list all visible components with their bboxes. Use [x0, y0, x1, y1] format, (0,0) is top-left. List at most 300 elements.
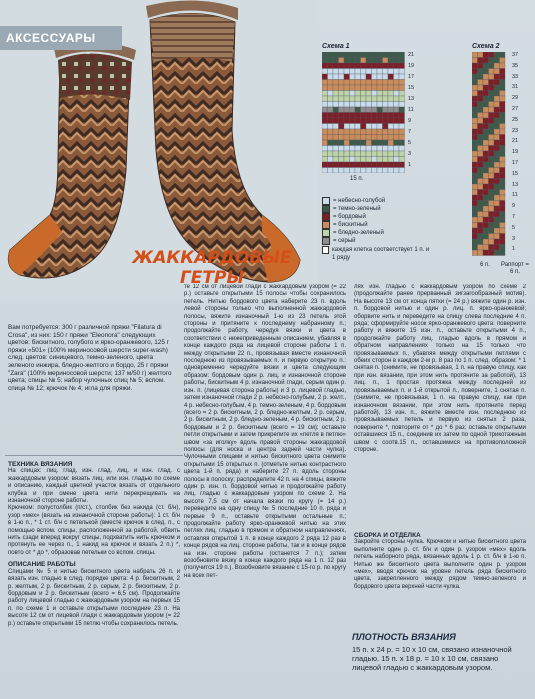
grid-cell [350, 146, 356, 152]
grid-cell [388, 129, 394, 135]
grid-cell [344, 168, 350, 174]
grid-cell [394, 129, 400, 135]
row-number: 1 [408, 162, 412, 168]
grid-cell [394, 102, 400, 108]
grid-cell [339, 168, 345, 174]
grid-cell [472, 195, 478, 201]
grid-cell [478, 157, 484, 163]
grid-cell [478, 58, 484, 64]
grid-cell [472, 239, 478, 245]
grid-cell [366, 168, 372, 174]
grid-cell [383, 91, 389, 97]
grid-cell [483, 96, 489, 102]
grid-cell [350, 135, 356, 141]
grid-cell [344, 124, 350, 130]
grid-cell [500, 162, 506, 168]
grid-cell [372, 91, 378, 97]
grid-cell [372, 96, 378, 102]
grid-cell [377, 107, 383, 113]
grid-cell [344, 162, 350, 168]
grid-cell [489, 239, 495, 245]
grid-cell [339, 107, 345, 113]
grid-cell [494, 63, 500, 69]
grid-cell [355, 63, 361, 69]
grid-cell [500, 234, 506, 240]
grid-cell [328, 74, 334, 80]
grid-cell [361, 63, 367, 69]
grid-cell [494, 168, 500, 174]
grid-cell [361, 129, 367, 135]
grid-cell [472, 228, 478, 234]
grid-cell [494, 96, 500, 102]
grid-cell [472, 223, 478, 229]
grid-cell [344, 63, 350, 69]
grid-cell [366, 69, 372, 75]
grid-cell [489, 52, 495, 58]
grid-cell [494, 250, 500, 256]
grid-cell [494, 228, 500, 234]
grid-cell [483, 113, 489, 119]
grid-cell [478, 69, 484, 75]
grid-cell [483, 206, 489, 212]
legend-label: = серый [333, 238, 356, 244]
legend-item [322, 197, 430, 205]
grid-cell [350, 168, 356, 174]
grid-cell [489, 102, 495, 108]
grid-cell [483, 245, 489, 251]
grid-cell [388, 124, 394, 130]
grid-cell [361, 102, 367, 108]
grid-cell [350, 124, 356, 130]
grid-cell [489, 217, 495, 223]
grid-cell [500, 228, 506, 234]
grid-cell [339, 96, 345, 102]
grid-cell [478, 195, 484, 201]
grid-cell [383, 96, 389, 102]
grid-cell [500, 173, 506, 179]
grid-cell [339, 52, 345, 58]
grid-cell [355, 168, 361, 174]
grid-cell [472, 69, 478, 75]
grid-cell [328, 80, 334, 86]
grid-cell [322, 135, 328, 141]
grid-cell [500, 239, 506, 245]
grid-cell [472, 173, 478, 179]
legend-label: = бордовый [333, 214, 366, 220]
grid-cell [333, 74, 339, 80]
grid-cell [339, 91, 345, 97]
grid-cell [355, 52, 361, 58]
grid-cell [494, 234, 500, 240]
grid-cell [494, 217, 500, 223]
grid-cell [483, 74, 489, 80]
grid-cell [388, 85, 394, 91]
grid-cell [344, 58, 350, 64]
grid-cell [361, 52, 367, 58]
grid-cell [394, 135, 400, 141]
grid-cell [350, 69, 356, 75]
scheme2-width-label: 6 п. [480, 262, 490, 268]
grid-cell [483, 190, 489, 196]
grid-cell [388, 113, 394, 119]
grid-cell [350, 102, 356, 108]
grid-cell [494, 85, 500, 91]
grid-cell [366, 80, 372, 86]
grid-cell [489, 228, 495, 234]
grid-cell [322, 58, 328, 64]
grid-cell [500, 113, 506, 119]
grid-cell [328, 52, 334, 58]
grid-cell [494, 80, 500, 86]
grid-cell [500, 146, 506, 152]
grid-cell [328, 162, 334, 168]
right-column-text: лях изн. гладью с жаккардовым узором по схеме 2 (продолжайте ранее прерванный зигзагообразный мотив). На высоте 13 см от конца пятки (= 24 р.) вяжите один р. изн. п. бордовой нитью и один р. лиц. п. ярко-оранжевой; оборвите нить и переведите на спицу слева последние 4 п. ряда; сформируйте носок ярко-оранжевого цвета: поверните работу и вяжите 15 изн. п., оставьте открытыми 4 п., продолжайте работу лиц. гладью вдоль в прямом и обратном направлениях только на 15 только что провязываемых п., убавляя между открытыми петлями с обеих сторон в каждом 2-м р. 8 раз по 1 п. след. образом: * 1 снятая п. (снимите, не провязывая, 1 п. на правую спицу, как при изн. вязании, при этом нить протяните за работой), 13 лиц. п., 1 простая протяжка между последней из провязываемых п. и 1-й открытой п., поверните, 1 снятая п. (снимите, не провязывая, 1 п. на правую спицу, как при изнаночном вязании, при этом нить протяните перед работой), 13 изн. п., вяжите вместе изн. последнюю из провязываемых петель и первую из снятых 2 раза, поверните *, повторите от * до * 6 раз; оставьте открытыми оставшиеся 15 п., соединив их затем по одной трикотажным швом с соотв.15 п., оставшимися на противоположной стороне. [354, 284, 526, 453]
grid-cell [472, 74, 478, 80]
grid-cell [350, 96, 356, 102]
grid-cell [322, 80, 328, 86]
row-number: 13 [408, 96, 415, 102]
grid-cell [394, 91, 400, 97]
grid-cell [377, 157, 383, 163]
grid-cell [328, 96, 334, 102]
grid-cell [394, 168, 400, 174]
grid-cell [388, 91, 394, 97]
grid-cell [500, 195, 506, 201]
grid-cell [494, 201, 500, 207]
grid-cell [483, 179, 489, 185]
grid-cell [483, 85, 489, 91]
grid-cell [333, 58, 339, 64]
grid-cell [394, 151, 400, 157]
grid-cell [472, 157, 478, 163]
grid-cell [472, 234, 478, 240]
grid-cell [328, 91, 334, 97]
grid-cell [383, 52, 389, 58]
grid-cell [361, 85, 367, 91]
grid-cell [394, 118, 400, 124]
grid-cell [478, 140, 484, 146]
grid-cell [322, 162, 328, 168]
grid-cell [489, 69, 495, 75]
grid-cell [478, 245, 484, 251]
grid-cell [339, 85, 345, 91]
grid-cell [394, 146, 400, 152]
grid-cell [333, 118, 339, 124]
row-number: 25 [512, 116, 519, 123]
row-number: 17 [512, 159, 519, 166]
grid-cell [355, 129, 361, 135]
row-number: 1 [512, 246, 516, 253]
grid-cell [494, 151, 500, 157]
grid-cell [350, 107, 356, 113]
grid-cell [478, 80, 484, 86]
grid-cell [388, 63, 394, 69]
grid-cell [333, 146, 339, 152]
legend-item [322, 229, 430, 237]
grid-cell [328, 135, 334, 141]
grid-cell [494, 206, 500, 212]
grid-cell [322, 91, 328, 97]
grid-cell [388, 52, 394, 58]
grid-cell [333, 113, 339, 119]
grid-cell [333, 69, 339, 75]
grid-cell [472, 162, 478, 168]
legend-swatch [322, 229, 330, 237]
grid-cell [366, 118, 372, 124]
grid-cell [494, 107, 500, 113]
grid-cell [355, 124, 361, 130]
row-number: 19 [408, 63, 415, 69]
grid-cell [344, 96, 350, 102]
grid-cell [350, 118, 356, 124]
grid-cell [372, 113, 378, 119]
legend-item [322, 237, 430, 245]
grid-cell [383, 129, 389, 135]
grid-cell [489, 151, 495, 157]
grid-cell [500, 245, 506, 251]
grid-cell [399, 129, 405, 135]
grid-cell [489, 184, 495, 190]
grid-cell [394, 113, 400, 119]
grid-cell [355, 74, 361, 80]
grid-cell [372, 63, 378, 69]
page-title: ЖАККАРДОВЫЕ ГЕТРЫ [132, 248, 292, 288]
grid-cell [472, 151, 478, 157]
grid-cell [494, 157, 500, 163]
grid-cell [472, 96, 478, 102]
row-number: 3 [408, 151, 412, 157]
grid-cell [333, 124, 339, 130]
scheme1-row-numbers [408, 52, 414, 173]
grid-cell [322, 85, 328, 91]
grid-cell [333, 157, 339, 163]
grid-cell [500, 201, 506, 207]
grid-cell [388, 69, 394, 75]
grid-cell [344, 107, 350, 113]
grid-cell [478, 74, 484, 80]
grid-cell [355, 118, 361, 124]
grid-cell [339, 146, 345, 152]
grid-cell [383, 58, 389, 64]
grid-cell [394, 74, 400, 80]
grid-cell [333, 52, 339, 58]
grid-cell [478, 113, 484, 119]
scheme1-grid [322, 52, 406, 173]
chart-legend [322, 197, 430, 262]
grid-cell [339, 129, 345, 135]
grid-cell [339, 80, 345, 86]
grid-cell [472, 212, 478, 218]
grid-cell [483, 151, 489, 157]
grid-cell [478, 85, 484, 91]
grid-cell [361, 135, 367, 141]
grid-cell [483, 212, 489, 218]
grid-cell [383, 63, 389, 69]
scheme2-grid [472, 52, 510, 257]
grid-cell [489, 250, 495, 256]
row-number: 11 [408, 107, 414, 113]
grid-cell [377, 140, 383, 146]
grid-cell [494, 140, 500, 146]
legend-swatch [322, 221, 330, 229]
legend-label: = бискитный [333, 222, 368, 228]
grid-cell [355, 146, 361, 152]
grid-cell [339, 74, 345, 80]
technique-paragraph-2: Крючком: полустолбик (п/ст.), столбик без накида (ст. б/н), узор «мех» (вязать на изнаночной стороне работы): 1 ст. б/н в 1-ю п., * 1 ст. б/н с петелькой (вместе крючок в след. п., с помощью вспом. спицы, расположенной за работой, обвить нить сзади вперед вокруг спицы, подхватить нить крючком и протянуть ее через п., 1 накид на крючок и вязать 2 п.) *, повто от * до *, образовав петельки со вспом. спицы. [8, 505, 180, 556]
grid-cell [350, 74, 356, 80]
grid-cell [500, 124, 506, 130]
grid-cell [355, 107, 361, 113]
grid-cell [489, 168, 495, 174]
grid-cell [472, 190, 478, 196]
grid-cell [478, 212, 484, 218]
grid-cell [383, 157, 389, 163]
grid-cell [366, 91, 372, 97]
grid-cell [494, 74, 500, 80]
grid-cell [483, 91, 489, 97]
grid-cell [377, 80, 383, 86]
grid-cell [399, 85, 405, 91]
grid-cell [366, 107, 372, 113]
legend-swatch [322, 213, 330, 221]
grid-cell [377, 168, 383, 174]
grid-cell [483, 58, 489, 64]
row-number: 29 [512, 95, 519, 102]
grid-cell [372, 157, 378, 163]
row-number: 21 [512, 138, 519, 145]
grid-cell [383, 146, 389, 152]
grid-cell [494, 239, 500, 245]
grid-cell [494, 179, 500, 185]
grid-cell [472, 124, 478, 130]
technique-paragraph-1: На спицах: лиц. глад. изн. глад. лиц. и изн. глад. с жаккардовым узором: вязать лиц. или изн. гладью по схеме и описанию, каждый цветной участок вязать от отдельного клубка и при смене цвета нити перекрещивать на изнаночной стороне работы. [8, 468, 180, 505]
grid-cell [500, 107, 506, 113]
grid-cell [478, 162, 484, 168]
grid-cell [339, 151, 345, 157]
row-number: 23 [512, 127, 519, 134]
grid-cell [333, 162, 339, 168]
grid-cell [500, 184, 506, 190]
grid-cell [388, 151, 394, 157]
grid-cell [494, 129, 500, 135]
row-number: 3 [512, 235, 516, 242]
grid-cell [489, 223, 495, 229]
grid-cell [333, 151, 339, 157]
grid-cell [472, 179, 478, 185]
grid-cell [328, 140, 334, 146]
grid-cell [494, 113, 500, 119]
grid-cell [377, 146, 383, 152]
grid-cell [322, 96, 328, 102]
divider [5, 455, 183, 456]
row-number: 9 [512, 203, 516, 210]
grid-cell [472, 107, 478, 113]
grid-cell [350, 80, 356, 86]
grid-cell [377, 124, 383, 130]
grid-cell [478, 179, 484, 185]
grid-cell [472, 129, 478, 135]
grid-cell [388, 74, 394, 80]
row-number: 15 [408, 85, 415, 91]
grid-cell [366, 140, 372, 146]
grid-cell [355, 162, 361, 168]
grid-cell [366, 113, 372, 119]
grid-cell [372, 58, 378, 64]
grid-cell [366, 162, 372, 168]
grid-cell [344, 151, 350, 157]
grid-cell [322, 52, 328, 58]
middle-column-text: те 12 см от лицевой глади с жаккардовым узором (= 22 р.) оставьте открытыми 15 полосы чтобы сохранилось петель. Нитью бордового цвета наберите 23 п. вдоль левой стороны только что выполненной жаккардовой полосы, вяжите изнаночный 1-ю из 23 петель этой стороны и притяните к последнему набранному п.; продолжайте работу, чередуя вязки и цвета в соответствии с нижеприведенным описанием, убавляя в конце каждого ряда на лицевой стороне работы 1 п. между открытыми 22 п., провязывая вместе изнаночной последнюю из провязываемых п. и первую открытую п.: одновременно чередуйте вязки и цвета следующим образом: бордовым один р. лиц. и изнаночной стороне работы, бискитным 4 р. изнаночной глади, серым один р. изн. п. (лицевая сторона работы) и 3 р. лицевой гладью, затем изнаночной глади 2 р. небесно-голубым, 2 р. желт., 4 р. небесно-голубым, 4 р. темно-зеленым, 4 р. бордовым (всего = 2 р. бискитным, 2 р. бледно-желтым, 2 р. серым, 2 р. бискитным, 2 р. бледно-зеленым, 4 р. бискитным, 2 р. бордовым и 2 р. бискитным (всего = 19 см); оставьте петли открытыми и затем прикрепите их «петля в петлю» швом «за иголку» вдоль правой стороны жаккардовой полосы (для носка и центра задней части чулка). Чулочными спицами и нитью бискитного цвета снимите открытыми 15 открытых п. (отметьте нитью контрастного цвета 1-й п. ряда) и наберите 27 п. вдоль стороны полосы в полоску; распределите 42 п. на 4 спицы, вяжите один р. изн. п. бордовой нитью и продолжайте работу лиц. гладью с жаккардовым узором по схеме 2. На высоте 7,5 см от начала вязки по кругу (= 14 р.) переведите на одну спицу № 5 последние 10 п. ряда и первые 9 п., оставьте открытыми остальные п.; продолжайте работу ярко-оранжевой нитью на этих петлях лиц. гладью в прямом и обратном направлениях, оставляя открытой 1 п. в конце каждого 2 ряда 12 раз в конце рядов на лиц. стороне работы, так и в конце рядов на изн. стороне работы (останется 7 п.); затем возобновите вязку в конце каждого ряда на 1 п. 12 раз (получится 19 п.). Возобновите вязание с 15-го р. по кругу на всех пет- [184, 284, 346, 579]
grid-cell [472, 118, 478, 124]
grid-cell [388, 168, 394, 174]
grid-cell [383, 102, 389, 108]
assembly-text: Закройте стороны чулка. Крючком и нитью бискитного цвета выполните один р. ст. б/н и один р. узором «мех» вдоль петель наборного ряда, вязанных вдоль 1 р. ст. б/н в 1-ю п. Нитью же бискитного цвета выполните один р. узором «мех», вводя крючок на уровне петель ряда бискитного цвета, закрепленного между рядом темно-зеленого и бордового цвета верхней части чулка. [354, 539, 526, 590]
grid-cell [478, 146, 484, 152]
grid-cell [399, 107, 405, 113]
row-number: 33 [512, 73, 519, 80]
grid-cell [372, 135, 378, 141]
grid-cell [377, 85, 383, 91]
grid-cell [377, 102, 383, 108]
grid-cell [483, 146, 489, 152]
grid-cell [394, 69, 400, 75]
grid-cell [366, 129, 372, 135]
grid-cell [383, 151, 389, 157]
assembly-section [354, 528, 526, 628]
grid-cell [383, 113, 389, 119]
grid-cell [483, 102, 489, 108]
grid-cell [366, 146, 372, 152]
grid-cell [333, 140, 339, 146]
grid-cell [500, 118, 506, 124]
grid-cell [322, 63, 328, 69]
grid-cell [333, 80, 339, 86]
grid-cell [361, 91, 367, 97]
grid-cell [377, 113, 383, 119]
grid-cell [322, 74, 328, 80]
grid-cell [478, 135, 484, 141]
grid-cell [394, 96, 400, 102]
grid-cell [344, 80, 350, 86]
grid-cell [489, 206, 495, 212]
grid-cell [494, 212, 500, 218]
grid-cell [489, 234, 495, 240]
grid-cell [350, 85, 356, 91]
legend-item [322, 213, 430, 221]
grid-cell [500, 74, 506, 80]
grid-cell [399, 91, 405, 97]
grid-cell [483, 173, 489, 179]
grid-cell [322, 168, 328, 174]
grid-cell [388, 96, 394, 102]
grid-cell [388, 146, 394, 152]
grid-cell [339, 113, 345, 119]
grid-cell [322, 113, 328, 119]
grid-cell [494, 223, 500, 229]
grid-cell [361, 157, 367, 163]
grid-cell [355, 140, 361, 146]
grid-cell [472, 52, 478, 58]
grid-cell [472, 58, 478, 64]
grid-cell [355, 80, 361, 86]
grid-cell [344, 74, 350, 80]
grid-cell [472, 113, 478, 119]
grid-cell [339, 157, 345, 163]
grid-cell [377, 58, 383, 64]
grid-cell [388, 157, 394, 163]
grid-cell [372, 102, 378, 108]
grid-cell [500, 52, 506, 58]
